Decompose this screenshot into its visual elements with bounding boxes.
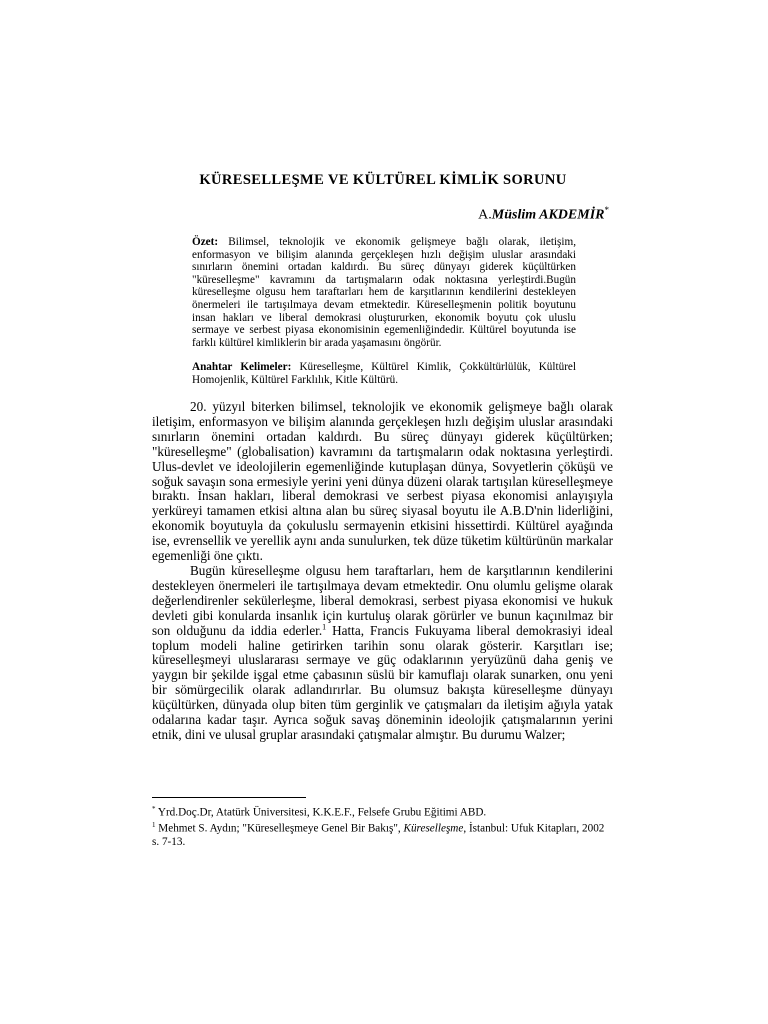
footnote-text: Yrd.Doç.Dr, Atatürk Üniversitesi, K.K.E.F., Felsefe Grubu Eğitimi ABD. [155, 806, 487, 819]
body-text [152, 400, 613, 743]
footnotes [152, 803, 613, 848]
abstract [192, 236, 576, 349]
author-prefix: A. [478, 207, 492, 223]
body-paragraph-2-part-a: Bugün küreselleşme olgusu hem taraftarları, hem de karşıtlarının kendilerini destekleyen önermeleri ile tartışılmaya devam etmektedir. Onu olumlu gelişme olarak değerlendirenler sekülerleşme, liberal demokrasi, serbest piyasa ekonomisi ve hukuk devleti gibi konularda insanlık için kurtuluş olarak görürler ve bunun kaçınılmaz bir son olduğunu da iddia ederler. [152, 562, 613, 638]
footnote-book-title: Küreselleşme [403, 823, 464, 836]
author-footnote-mark: * [604, 205, 609, 215]
body-paragraph-1: 20. yüzyıl biterken bilimsel, teknolojik ve ekonomik gelişmeye bağlı olarak iletişim, enformasyon ve bilişim alanında gerçekleşen hızlı değişim uluslar arasındaki sınırların önemini ortadan kaldırdı. Bu süreç dünyayı giderek küçültürken; "küreselleşme" (globalisation) kavramını da tartışmaların odak noktasına yerleştirdi. Ulus-devlet ve ideolojilerin egemenliğinde kutuplaşan dünya, Sovyetlerin çöküşü ve soğuk savaşın sona ermesiyle yerini yeni dünya düzeni olarak tartışılan küreselleşmeye bıraktı. İnsan hakları, liberal demokrasi ve serbest piyasa ekonomisi anlayışıyla yerküreyi tamamen etkisi altına alan bu süreç siyasal boyutu ile A.B.D'nin liderliğini, ekonomik boyutuyla da çokuluslu sermayenin etkisini hissettirdi. Kültürel ayağında ise, evrensellik ve yerellik aynı anda sunulurken, tek düze tüketim kültürünün markalar egemenliği öne çıktı. [152, 399, 613, 564]
footnote-author [152, 803, 613, 819]
footnote-1 [152, 819, 613, 848]
footnote-text: Mehmet S. Aydın; "Küreselleşmeye Genel Bir Bakış", [155, 823, 404, 836]
footnote-text: , İstanbul: Ufuk Kitapları, 2002 s. 7-13. [152, 823, 605, 848]
author-name: Müslim AKDEMİR [491, 207, 605, 223]
footnote-mark: 1 [152, 821, 156, 830]
keywords-text: Küreselleşme, Kültürel Kimlik, Çokkültürlülük, Kültürel Homojenlik, Kültürel Farklılık, Kitle Kültürü. [192, 361, 576, 386]
abstract-text: Bilimsel, teknolojik ve ekonomik gelişmeye bağlı olarak, iletişim, enformasyon ve bilişim alanında gerçekleşen hızlı değişim uluslar arasındaki sınırların önemini ortadan kaldırdı. Bu süreç dünyayı giderek küçültürken "küreselleşme" kavramını da tartışmaların odak noktasına yerleştirdi.Bugün küreselleşme olgusu hem taraftarları hem de karşıtlarının kendilerini destekleyen önermeleri ile tartışılmaya devam etmektedir. Küreselleşmenin politik boyutunu insan hakları ve liberal demokrasi oluştururken, ekonomik boyutu çok uluslu sermaye ve serbest piyasa ekonomisinin egemenliğindedir. Kültürel boyutunda ise farklı kültürel kimliklerin bir arada yaşamasını öngörür. [192, 236, 576, 349]
keywords [192, 361, 576, 386]
abstract-label: Özet: [192, 236, 219, 248]
footnote-mark: * [152, 805, 156, 813]
footnote-ref-1[interactable]: 1 [322, 622, 327, 632]
paper-title: KÜRESELLEŞME VE KÜLTÜREL KİMLİK SORUNU [199, 172, 567, 188]
body-paragraph-2-part-b: Hatta, Francis Fukuyama liberal demokrasiyi ideal toplum modeli haline getirirken tarihin sonu olarak gösterir. Karşıtları ise; küreselleşmeyi uluslararası sermaye ve güç odaklarının yeryüzünü daha geniş ve yaygın bir şekilde işgal etme çabasının süslü bir kamuflajı olarak sunarken, onu yeni bir sömürgecilik olarak adlandırırlar. Bu olumsuz bakışta küreselleşme dünyayı küçültürken, dünyada olup biten tüm gerginlik ve çatışmaları da iletişim ağıyla yatak odalarına kadar taşır. Ayrıca soğuk savaş döneminin ideolojik çatışmalarının yerini etnik, dini ve ulusal gruplar arasındaki çatışmalar almıştır. Bu durumu Walzer; [152, 622, 614, 742]
author-line [478, 205, 609, 224]
body-paragraph-2 [152, 564, 613, 743]
keywords-label: Anahtar Kelimeler: [192, 361, 292, 373]
footnote-divider [152, 797, 306, 798]
